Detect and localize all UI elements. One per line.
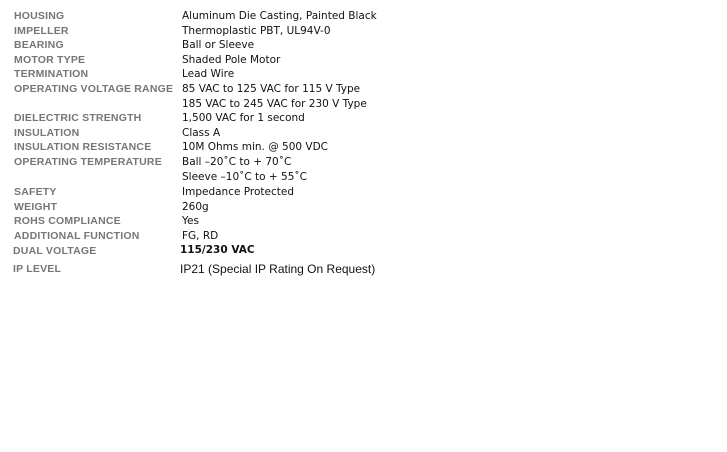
housing-value: Aluminum Die Casting, Painted Black <box>182 10 377 22</box>
safety-value: Impedance Protected <box>182 186 295 198</box>
impeller-value: Thermoplastic PBT, UL94V-0 <box>182 25 331 37</box>
weight-label: WEIGHT <box>14 201 58 213</box>
bearing-label: BEARING <box>14 39 64 51</box>
motor-type-label: MOTOR TYPE <box>14 54 86 66</box>
insulation-value: Class A <box>182 127 221 139</box>
ip-level-label: IP LEVEL <box>13 263 62 275</box>
insulation-label: INSULATION <box>14 127 80 139</box>
bearing-value: Ball or Sleeve <box>182 39 255 51</box>
insulation-resistance-label: INSULATION RESISTANCE <box>14 141 152 153</box>
rohs-compliance-value: Yes <box>182 215 199 227</box>
ip-level-value: IP21 (Special IP Rating On Request) <box>180 262 376 276</box>
insulation-resistance-value: 10M Ohms min. @ 500 VDC <box>182 141 329 153</box>
operating-temperature-ball-value: Ball –20˚C to + 70˚C <box>182 156 292 168</box>
operating-temperature-label: OPERATING TEMPERATURE <box>14 156 162 168</box>
motor-type-value: Shaded Pole Motor <box>182 54 281 66</box>
operating-voltage-range-label: OPERATING VOLTAGE RANGE <box>14 83 174 95</box>
operating-voltage-range-value-115v: 85 VAC to 125 VAC for 115 V Type <box>182 83 361 95</box>
rohs-compliance-label: ROHS COMPLIANCE <box>14 215 121 227</box>
termination-value: Lead Wire <box>182 68 235 80</box>
additional-function-label: ADDITIONAL FUNCTION <box>14 230 140 242</box>
operating-temperature-sleeve-value: Sleeve –10˚C to + 55˚C <box>182 171 308 183</box>
impeller-label: IMPELLER <box>14 25 69 37</box>
dielectric-strength-label: DIELECTRIC STRENGTH <box>14 112 142 124</box>
operating-voltage-range-value-230v: 185 VAC to 245 VAC for 230 V Type <box>182 98 367 110</box>
dielectric-strength-value: 1,500 VAC for 1 second <box>182 112 305 124</box>
safety-label: SAFETY <box>14 186 57 198</box>
dual-voltage-value: 115/230 VAC <box>180 244 255 256</box>
termination-label: TERMINATION <box>14 68 89 80</box>
housing-label: HOUSING <box>14 10 65 22</box>
weight-value: 260g <box>182 201 209 213</box>
additional-function-value: FG, RD <box>182 230 219 242</box>
dual-voltage-label: DUAL VOLTAGE <box>13 245 97 257</box>
